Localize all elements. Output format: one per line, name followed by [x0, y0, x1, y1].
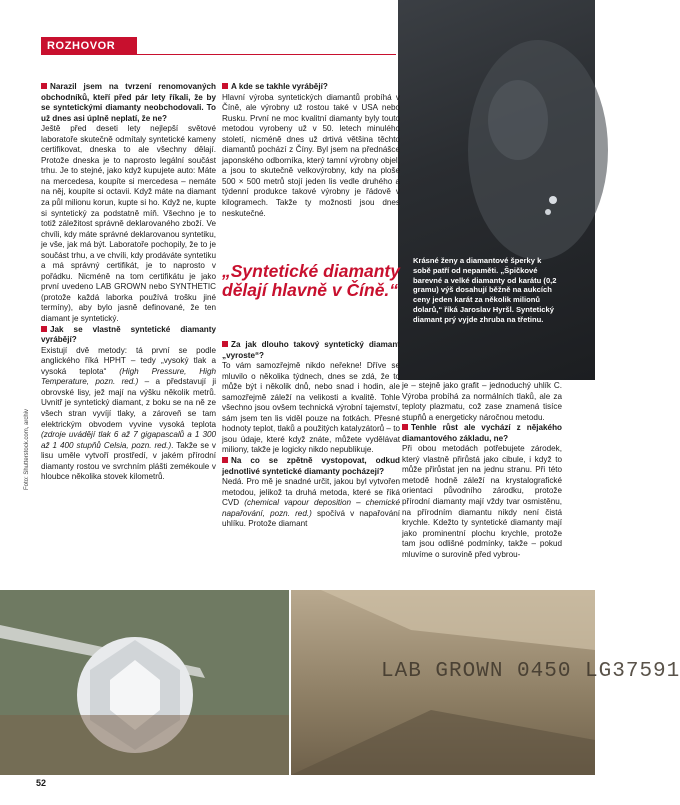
answer-paragraph: je – stejně jako grafit – jednoduchý uhlík C. Výroba probíhá za normálních tlaků, ale za teploty plazmatu, což zase znamená tisíce stupňů a energeticky náročnou metodu.	[402, 381, 562, 422]
diamond-illustration	[0, 590, 289, 775]
column-1	[41, 82, 216, 483]
column-2	[222, 82, 400, 219]
interview-question: Tenhle růst ale vychází z nějakého diamantového základu, ne?	[402, 423, 562, 443]
answer-paragraph: Existují dvě metody: tá první se podle anglického říká HPHT – tedy „vysoký tlak a vysoká teplota“ (High Pressure, High Temperature, pozn. red.) – a představují ji obrovské lisy, jež mají na výšku několik metrů. Uvnitř je syntetický diamant, z boku se na ně ze všech stran vyvíjí tlaky, a zároveň se tam elektrickým obvodem vyvine vysoká teplota (zdroje uvádějí tlak 6 až 7 gigapascalů a 1 300 až 1 400 stupňů Celsia, pozn. red.). Takže se v lisu uměle vytvoří prostředí, v jakém přírodní diamanty rostou ve svrchním plášti zemékoule v hloubce několika stovek kilometrů.	[41, 345, 217, 482]
question-marker-icon	[41, 326, 47, 332]
page-number: 52	[36, 778, 47, 788]
pull-quote: „Syntetické diamanty dělají hlavně v Číně.“	[222, 261, 400, 300]
diamond-tweezers-photo	[0, 590, 289, 775]
lab-grown-inscription-photo	[291, 590, 680, 775]
photo-credit: Foto: Shutterstock.com, archiv	[24, 408, 30, 490]
answer-paragraph: Hlavní výroba syntetických diamantů probíhá v Číně, ale výrobny už rostou také v USA nebo Rusku. První ne moc kvalitní diamanty byly touto metodou vyrobeny už v 50. letech minulého století, nicméně dnes už drtivá většina těchto diamantů pochází z Číny. Byl jsem na přednášce japonského odborníka, který tamní výrobny objel, a jsou to skutečně velkovýrobny, kdy na ploše 500 × 500 metrů stojí jeden lis vedle druhého a týdenní produkce takové výrobny je řádově v kilogramech. Takže ty možnosti jsou dnes neskutečné.	[222, 92, 400, 218]
laser-inscription: LAB GROWN 0450 LG37591	[381, 660, 680, 683]
answer-paragraph: Ještě před deseti lety nejlepší světové laboratoře skutečně odmítaly syntetické kameny certifikovat, dneska to ale všechny dělají. Protože dneska je to naprosto legální součást trhu. Je to stejné, jako když kupujete auto: Máte na mercedesa, koupíte si mercedesa – nemáte na něj, koupíte si octavii. Když máte na diamant za půl milionu korun, kupte si ho. Když ne, kupte si syntetický za podstatně míň. Všechno je to totiž záležitost správně deklarovaného zboží. Ve chvíli, kdy máte správné deklarovanou syntetiku, je vše, jak má být. Laboratoře pochopily, že to je součást trhu, a ve chvíli, kdy prodáváte syntetiku a má správný certifikát, je to naprosto v pořádku. Nicméně na tom certifikátu je jako první uvedeno LAB GROWN nebo SYNTHETIC (protože každá laborka používá trošku jiné termíny), aby bylo jasně definované, že ten diamant je syntetický.	[41, 124, 216, 324]
question-marker-icon	[41, 83, 47, 89]
answer-paragraph: Nedá. Pro mě je snadné určit, jakou byl vytvořen metodou, jelikož ta druhá metoda, které se říká CVD (chemical vapour deposition – chemické napařování, pozn. red.) spočívá v napařování uhlíku. Protože diamant	[222, 477, 400, 529]
question-marker-icon	[402, 424, 408, 430]
interview-question: A kde se takhle vyrábějí?	[222, 82, 400, 93]
interview-question: Za jak dlouho takový syntetický diamant „vyroste“?	[222, 340, 400, 360]
column-3	[402, 381, 562, 560]
question-marker-icon	[222, 457, 228, 463]
photo-caption: Krásné ženy a diamantové šperky k sobě patří od nepaměti. „Špičkové barevné a velké diamanty od karátu (0,2 gramu) výš dosahují běžně na aukcích ceny jeden karát za několik milionů dolarů,“ říká Jaroslav Hyršl. Syntetický diamant prý vyjde zhruba na třetinu.	[413, 256, 557, 324]
interview-question: Jak se vlastně syntetické diamanty vyrábějí?	[41, 324, 216, 345]
answer-paragraph: Při obou metodách potřebujete zárodek, který vlastně přirůstá jako cibule, i když to může přirůstat jen na jednu stranu. Při této metodě hodně záleží na krystalografické orientaci původního zárodku, protože přírodní diamanty mají vždy tvar osmistěnu, na přírodním diamantu nikdy není čistá krychle. Kdežto ty syntetické diamanty mají jako prominentní plochu krychle, protože tam jsou odlišné podmínky, takže – pokud mluvíme o surovině před vybrou-	[402, 444, 562, 559]
question-marker-icon	[222, 83, 228, 89]
column-2-lower	[222, 340, 400, 530]
interview-question: Na co se zpětně vystopovat, odkud jednotlivé syntetické diamanty pocházejí?	[222, 456, 400, 476]
question-marker-icon	[222, 341, 228, 347]
section-tag: ROZHOVOR	[41, 37, 137, 55]
header-rule	[131, 54, 396, 55]
answer-paragraph: To vám samozřejmě nikdo neřekne! Dříve se mluvilo o několika týdnech, dnes se zdá, že to může být i několik dnů, nebo snad i hodin, ale samozřejmě záleží na velikosti a kvalitě. Tohle všechno jsou ovšem technická výrobní tajemství, sám jsem ten lis viděl pouze na fotkách. Přesné hodnoty teplot, tlaků a použitých katalyzátorů – to jsou údaje, které když znáte, můžete vydělávat miliony, takže je logicky nikdo nepublikuje.	[222, 361, 400, 455]
interview-question: Narazil jsem na tvrzení renomovaných obchodníků, kteří před pár lety říkali, že by se syntetickými diamanty neobchodovali. To už dnes asi úplně neplatí, že ne?	[41, 82, 216, 123]
